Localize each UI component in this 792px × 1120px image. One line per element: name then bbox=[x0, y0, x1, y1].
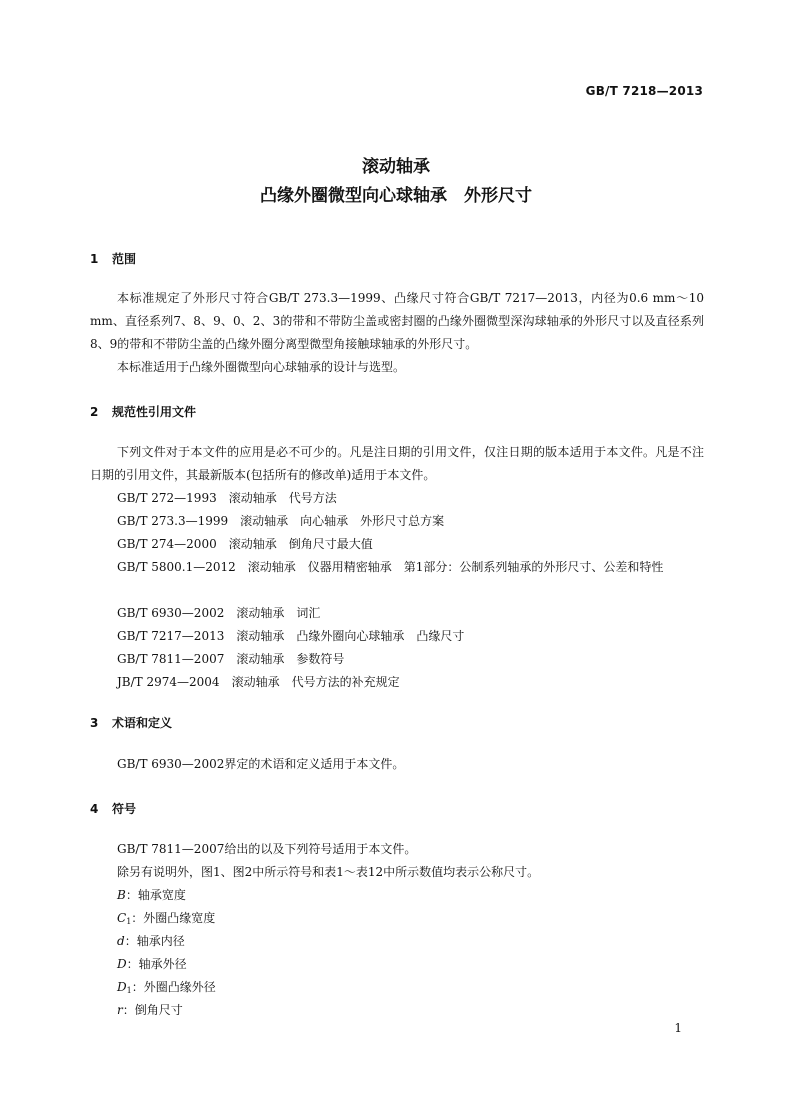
section-title: 术语和定义 bbox=[112, 716, 173, 730]
section-3-heading bbox=[90, 714, 172, 731]
symbol-description: ：轴承外径 bbox=[126, 957, 187, 971]
reference-item: JB/T 2974—2004 滚动轴承 代号方法的补充规定 bbox=[117, 675, 400, 689]
document-title-line1: 滚动轴承 bbox=[362, 157, 430, 177]
symbol-description: ：轴承内径 bbox=[124, 934, 185, 948]
symbol-subscript: 1 bbox=[126, 986, 132, 995]
standard-number: GB/T 7218—2013 bbox=[585, 84, 703, 98]
reference-item: GB/T 5800.1—2012 滚动轴承 仪器用精密轴承 第1部分：公制系列轴承的外形尺寸、公差和特性 bbox=[117, 560, 664, 574]
section-number: 4 bbox=[90, 802, 99, 816]
section-number: 2 bbox=[90, 405, 99, 419]
section-title: 符号 bbox=[112, 802, 137, 816]
reference-item: GB/T 7217—2013 滚动轴承 凸缘外圈向心球轴承 凸缘尺寸 bbox=[117, 629, 465, 643]
section-number: 1 bbox=[90, 252, 99, 266]
symbol: d bbox=[117, 934, 125, 948]
symbol-description: ：倒角尺寸 bbox=[122, 1003, 183, 1017]
symbol: D bbox=[117, 980, 127, 994]
section-2-paragraph-1: 下列文件对于本文件的应用是必不可少的。凡是注日期的引用文件，仅注日期的版本适用于本文件。凡是不注日期的引用文件，其最新版本(包括所有的修改单)适用于本文件。 bbox=[90, 445, 704, 482]
symbol-definition bbox=[117, 999, 183, 1025]
symbol: C bbox=[117, 911, 127, 925]
section-4-paragraph-2: 除另有说明外，图1、图2中所示符号和表1～表12中所示数值均表示公称尺寸。 bbox=[117, 865, 540, 879]
section-title: 规范性引用文件 bbox=[112, 405, 197, 419]
symbol-description: ：外圈凸缘宽度 bbox=[131, 911, 216, 925]
reference-item: GB/T 274—2000 滚动轴承 倒角尺寸最大值 bbox=[117, 537, 373, 551]
symbol-description: ：外圈凸缘外径 bbox=[131, 980, 216, 994]
symbol: r bbox=[117, 1003, 123, 1017]
section-2-heading bbox=[90, 403, 196, 420]
reference-item: GB/T 273.3—1999 滚动轴承 向心轴承 外形尺寸总方案 bbox=[117, 514, 445, 528]
symbol: D bbox=[117, 957, 127, 971]
reference-item: GB/T 6930—2002 滚动轴承 词汇 bbox=[117, 606, 321, 620]
section-4-heading bbox=[90, 800, 136, 817]
reference-item: GB/T 7811—2007 滚动轴承 参数符号 bbox=[117, 652, 345, 666]
section-1-paragraph-2: 本标准适用于凸缘外圈微型向心球轴承的设计与选型。 bbox=[117, 360, 406, 374]
page-number: 1 bbox=[674, 1021, 682, 1035]
section-3-paragraph-1: GB/T 6930—2002界定的术语和定义适用于本文件。 bbox=[117, 757, 405, 771]
section-1-paragraph-1: 本标准规定了外形尺寸符合GB/T 273.3—1999、凸缘尺寸符合GB/T 7217—2013，内径为0.6 mm～10 mm、直径系列7、8、9、0、2、3的带和不带防尘盖或密封圈的凸缘外圈微型深沟球轴承的外形尺寸以及直径系列8、9的带和不带防尘盖的凸缘外圈分离型微型角接触球轴承的外形尺寸。 bbox=[90, 291, 704, 351]
reference-item: GB/T 272—1993 滚动轴承 代号方法 bbox=[117, 491, 337, 505]
symbol-description: ：轴承宽度 bbox=[125, 888, 186, 902]
section-1-heading bbox=[90, 250, 136, 267]
symbol-subscript: 1 bbox=[126, 917, 132, 926]
section-4-paragraph-1: GB/T 7811—2007给出的以及下列符号适用于本文件。 bbox=[117, 842, 417, 856]
document-title-line2: 凸缘外圈微型向心球轴承 外形尺寸 bbox=[260, 186, 532, 206]
symbol: B bbox=[117, 888, 126, 902]
section-title: 范围 bbox=[112, 252, 137, 266]
section-number: 3 bbox=[90, 716, 99, 730]
